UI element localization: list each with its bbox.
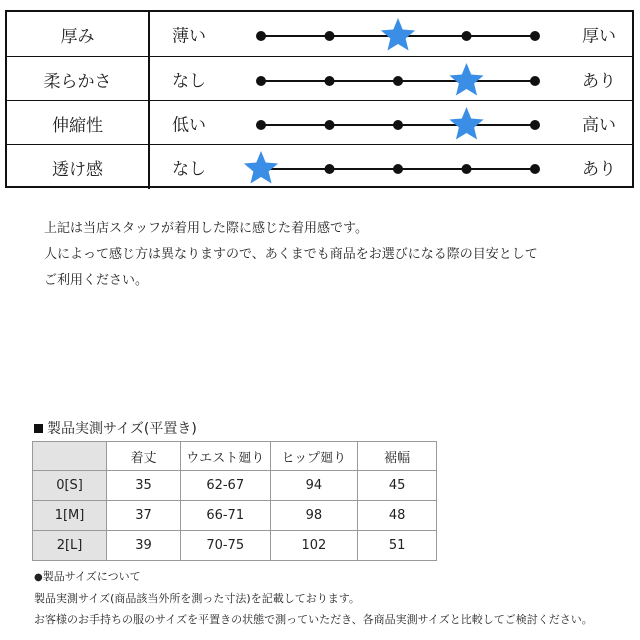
- level-star-icon: [244, 151, 278, 184]
- feel-row-thickness: [7, 12, 632, 56]
- square-bullet-icon: [34, 424, 43, 433]
- level-star-icon: [449, 63, 483, 96]
- size-notes-heading: [34, 566, 634, 588]
- table-cell: 35: [107, 471, 181, 501]
- feel-high-label: あり: [582, 159, 616, 180]
- gauge-dot: [530, 120, 540, 130]
- size-notes-heading-text: 製品サイズについて: [42, 570, 141, 583]
- gauge-dot: [393, 76, 403, 86]
- feel-row-softness: [7, 56, 632, 101]
- feel-high-label: あり: [582, 71, 616, 92]
- size-notes-line: お客様のお手持ちの服のサイズを平置きの状態で測っていただき、各商品実測サイズと比較してご検討ください。: [34, 613, 593, 626]
- gauge-dot: [530, 164, 540, 174]
- feel-row-stretch: [7, 100, 632, 145]
- feel-gauge: [243, 103, 553, 143]
- level-star-icon: [381, 18, 415, 51]
- table-cell: 45: [358, 471, 437, 501]
- note-line: 上記は当店スタッフが着用した際に感じた着用感です。: [44, 221, 368, 236]
- table-cell: 70-75: [180, 531, 270, 561]
- table-cell: 48: [358, 501, 437, 531]
- gauge-dot: [462, 31, 472, 41]
- feel-high-label: 高い: [582, 115, 616, 136]
- gauge-dot: [256, 76, 266, 86]
- gauge-dot: [393, 120, 403, 130]
- feel-name: 柔らかさ: [7, 57, 150, 101]
- gauge-dot: [256, 31, 266, 41]
- column-header: 裾幅: [358, 442, 437, 471]
- note-line: 人によって感じ方は異なりますので、あくまでも商品をお選びになる際の目安として: [44, 247, 538, 262]
- table-cell: 37: [107, 501, 181, 531]
- gauge-dot: [325, 120, 335, 130]
- column-header: 着丈: [107, 442, 181, 471]
- size-label: 2[L]: [33, 531, 107, 561]
- size-table-title: [34, 418, 197, 438]
- table-cell: 51: [358, 531, 437, 561]
- bullet-icon: ●: [34, 572, 43, 583]
- note-text: [44, 216, 624, 294]
- feel-name: 厚み: [7, 12, 150, 56]
- table-row: [33, 471, 437, 501]
- table-cell: 98: [270, 501, 358, 531]
- size-table: [32, 441, 437, 561]
- gauge-dot: [530, 76, 540, 86]
- table-cell: 62-67: [180, 471, 270, 501]
- table-cell: 94: [270, 471, 358, 501]
- gauge-dot: [530, 31, 540, 41]
- size-table-header-row: [33, 442, 437, 471]
- table-row: [33, 501, 437, 531]
- feel-low-label: 低い: [172, 115, 206, 136]
- note-line: ご利用ください。: [44, 273, 149, 288]
- feel-low-label: なし: [172, 159, 206, 180]
- gauge-dot: [325, 164, 335, 174]
- size-notes: [34, 566, 634, 630]
- size-table-title-text: 製品実測サイズ(平置き): [47, 421, 197, 437]
- gauge-dot: [325, 31, 335, 41]
- feel-row-sheerness: [7, 144, 632, 189]
- feel-name: 透け感: [7, 145, 150, 189]
- feel-low-label: なし: [172, 71, 206, 92]
- column-header: ヒップ廻り: [270, 442, 358, 471]
- feel-gauge: [243, 14, 553, 54]
- table-cell: 102: [270, 531, 358, 561]
- feel-gauge: [243, 147, 553, 187]
- size-label: 1[M]: [33, 501, 107, 531]
- table-cell: 66-71: [180, 501, 270, 531]
- feel-high-label: 厚い: [582, 26, 616, 47]
- size-label: 0[S]: [33, 471, 107, 501]
- table-cell: 39: [107, 531, 181, 561]
- feel-table: [5, 10, 634, 188]
- corner-cell: [33, 442, 107, 471]
- column-header: ウエスト廻り: [180, 442, 270, 471]
- gauge-dot: [462, 164, 472, 174]
- gauge-dot: [393, 164, 403, 174]
- feel-gauge: [243, 59, 553, 99]
- gauge-dot: [325, 76, 335, 86]
- size-notes-line: 製品実測サイズ(商品該当外所を測った寸法)を記載しております。: [34, 592, 360, 605]
- level-star-icon: [449, 107, 483, 140]
- feel-low-label: 薄い: [172, 26, 206, 47]
- gauge-dot: [256, 120, 266, 130]
- feel-name: 伸縮性: [7, 101, 150, 145]
- table-row: [33, 531, 437, 561]
